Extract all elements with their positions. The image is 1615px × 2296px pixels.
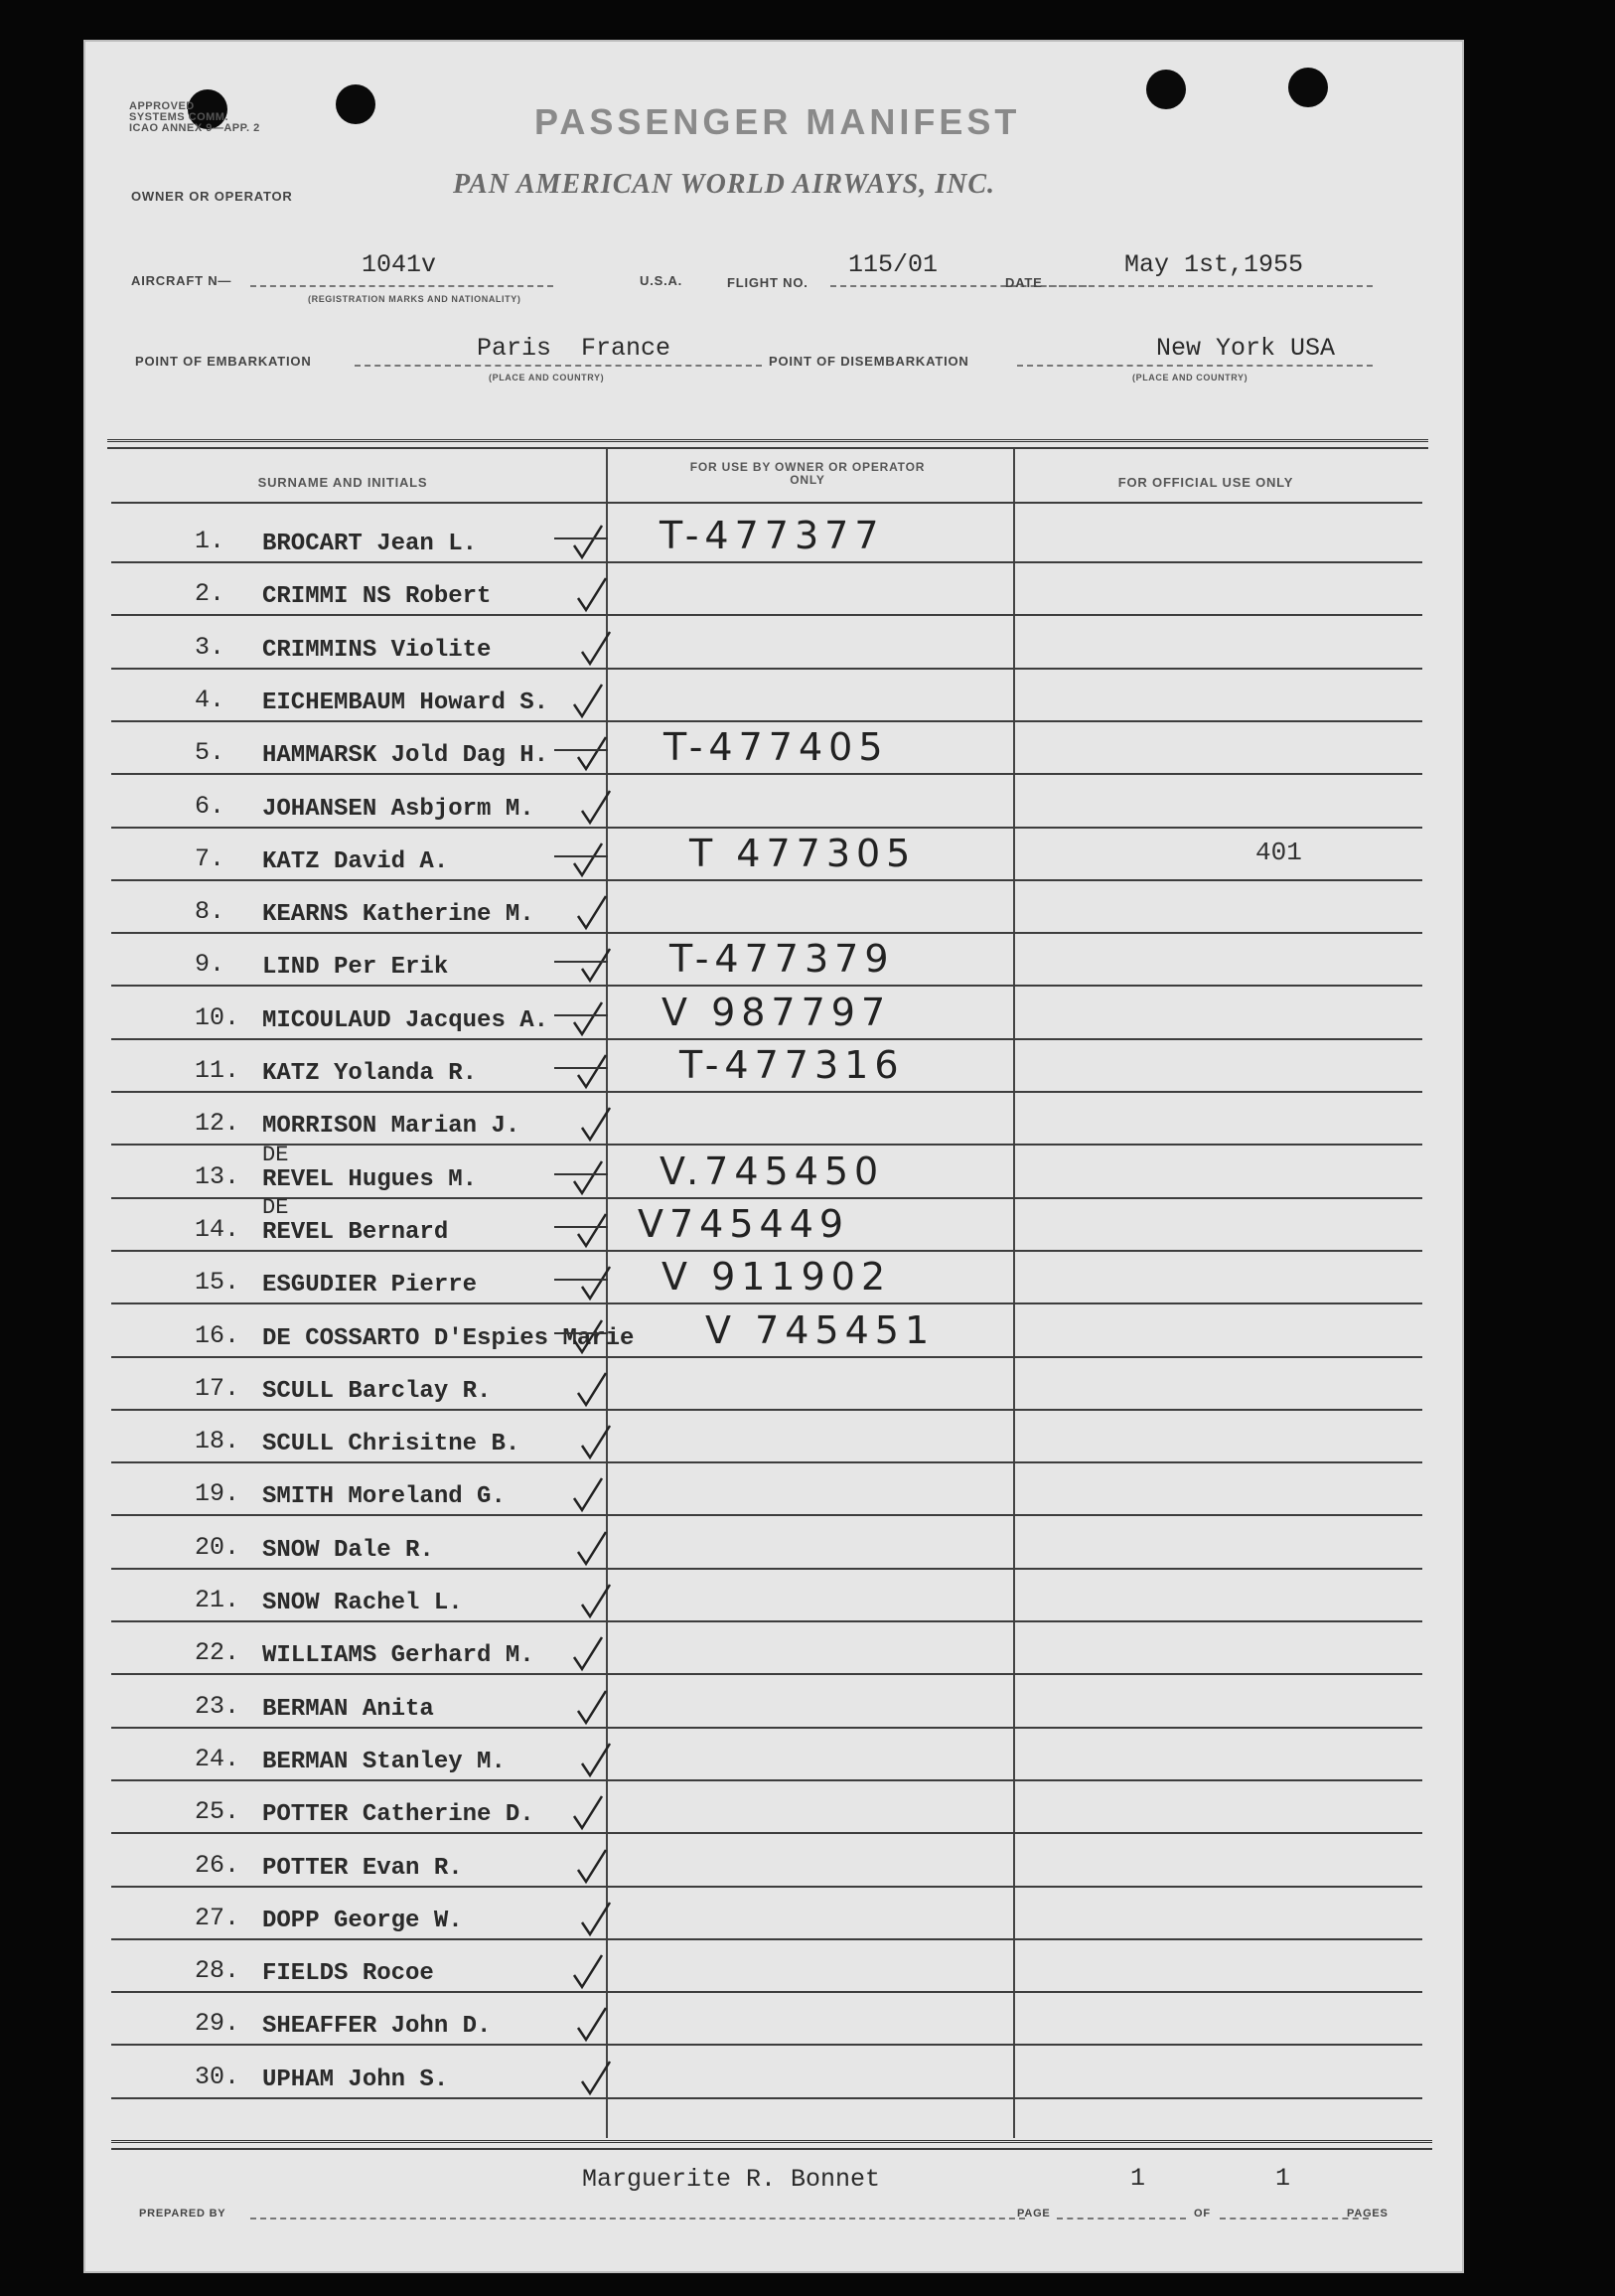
passenger-name: DOPP George W.: [262, 1907, 463, 1934]
check-mark-icon: [578, 1899, 612, 1938]
passenger-row: [195, 1730, 691, 1781]
passenger-row: [195, 1782, 691, 1834]
passenger-name: DE COSSARTO D'Espies Marie: [262, 1324, 635, 1352]
passenger-number: 1.: [195, 527, 225, 555]
check-mark-icon: [570, 1633, 604, 1673]
passenger-row: [195, 1889, 691, 1940]
passenger-number: 12.: [195, 1109, 240, 1139]
passenger-number: 2.: [195, 579, 225, 609]
check-mark-icon: [578, 1740, 612, 1779]
tick-dash: [554, 1014, 608, 1016]
embark-label: POINT OF EMBARKATION: [135, 354, 312, 369]
passenger-name: MORRISON Marian J.: [262, 1113, 520, 1141]
check-mark-icon: [574, 892, 608, 932]
header-owner-use: FOR USE BY OWNER OR OPERATOR ONLY: [689, 460, 926, 487]
passenger-row: [195, 1677, 691, 1729]
passenger-number: 17.: [195, 1373, 240, 1403]
passenger-number: 3.: [195, 632, 225, 662]
passenger-name: FIELDS Rocoe: [262, 1960, 434, 1988]
passenger-row: [195, 1464, 691, 1516]
name-prefix: DE: [262, 1194, 289, 1220]
form-approval: [129, 101, 260, 134]
row-rule: [111, 1356, 1422, 1358]
passenger-row: [195, 618, 691, 670]
passenger-name: JOHANSEN Asbjorm M.: [262, 795, 534, 823]
table-top-rule: [107, 439, 1428, 442]
pages-label: PAGES: [1347, 2208, 1389, 2219]
check-mark-icon: [574, 1528, 608, 1568]
passenger-row: [195, 1412, 691, 1463]
passport-number: V 745451: [705, 1307, 936, 1352]
row-rule: [111, 985, 1422, 987]
passport-number: V 911902: [661, 1255, 892, 1300]
tick-dash: [554, 749, 608, 751]
flight-value: 115/01: [848, 250, 939, 279]
row-rule: [111, 827, 1422, 829]
tick-dash: [554, 1067, 608, 1069]
passenger-name: BERMAN Anita: [262, 1695, 434, 1723]
passenger-number: 5.: [195, 738, 225, 768]
passenger-row: [195, 1623, 691, 1675]
passenger-number: 6.: [195, 791, 225, 821]
passenger-row: [195, 1041, 691, 1093]
passenger-number: 16.: [195, 1320, 240, 1350]
passenger-number: 10.: [195, 1002, 240, 1032]
table-bottom-rule: [111, 2140, 1432, 2143]
passenger-row: [195, 935, 691, 987]
date-label: DATE: [1005, 275, 1043, 290]
row-rule: [111, 1779, 1422, 1781]
row-rule: [111, 668, 1422, 670]
table-top-rule: [107, 447, 1428, 449]
row-rule: [111, 773, 1422, 775]
page-value: 1: [1130, 2164, 1146, 2193]
row-rule: [111, 1302, 1422, 1304]
passenger-name: KEARNS Katherine M.: [262, 901, 534, 929]
check-mark-icon: [570, 1951, 604, 1991]
passenger-name: BERMAN Stanley M.: [262, 1748, 506, 1775]
approval-line: SYSTEMS COMM.: [129, 111, 229, 123]
check-mark-icon: [578, 945, 612, 985]
check-mark-icon: [578, 1104, 612, 1144]
operator-name: PAN AMERICAN WORLD AIRWAYS, INC.: [453, 169, 996, 200]
passenger-row: [195, 989, 691, 1040]
manifest-title: PASSENGER MANIFEST: [534, 101, 1021, 142]
registration-note: (REGISTRATION MARKS AND NATIONALITY): [308, 294, 521, 304]
row-rule: [111, 1568, 1422, 1570]
passport-number: T-477379: [669, 937, 895, 982]
passport-number: T-477377: [660, 514, 885, 557]
passport-number: V.745450: [660, 1148, 885, 1193]
row-rule: [111, 932, 1422, 934]
passenger-row: [195, 1836, 691, 1888]
check-mark-icon: [578, 1263, 612, 1302]
passenger-name: CRIMMINS Violite: [262, 636, 492, 664]
check-mark-icon: [574, 574, 608, 614]
tick-dash: [554, 1173, 608, 1175]
passenger-row: [195, 512, 691, 563]
check-mark-icon: [578, 1581, 612, 1620]
check-mark-icon: [570, 1157, 604, 1197]
tick-dash: [554, 1332, 608, 1334]
check-mark-icon: [570, 840, 604, 879]
passenger-row: [195, 1142, 691, 1199]
tick-dash: [554, 537, 608, 539]
header-official-use: FOR OFFICIAL USE ONLY: [1117, 475, 1294, 490]
passenger-number: 27.: [195, 1903, 240, 1932]
passenger-number: 4.: [195, 685, 225, 714]
row-rule: [111, 1250, 1422, 1252]
passenger-row: [195, 777, 691, 829]
row-rule: [111, 1620, 1422, 1622]
passenger-number: 28.: [195, 1956, 240, 1986]
check-mark-icon: [570, 998, 604, 1038]
aircraft-value: 1041v: [362, 250, 437, 279]
passenger-number: 21.: [195, 1586, 240, 1614]
passenger-row: [195, 1306, 691, 1358]
tick-dash: [554, 1279, 608, 1281]
passenger-row: [195, 830, 691, 881]
embark-line: [355, 365, 762, 367]
passenger-number: 14.: [195, 1214, 240, 1244]
passenger-name: POTTER Catherine D.: [262, 1801, 534, 1829]
disembark-line: [1017, 365, 1373, 367]
prepared-line: [250, 2218, 1025, 2219]
punch-hole: [336, 84, 375, 124]
row-rule: [111, 1038, 1422, 1040]
passenger-number: 22.: [195, 1638, 240, 1668]
row-rule: [111, 1409, 1422, 1411]
passenger-name: KATZ David A.: [262, 847, 449, 875]
flight-label: FLIGHT NO.: [727, 275, 808, 290]
row-rule: [111, 2097, 1422, 2099]
passport-number: V745449: [638, 1201, 850, 1246]
approval-line: APPROVED: [129, 100, 195, 112]
check-mark-icon: [570, 681, 604, 720]
passenger-number: 7.: [195, 843, 225, 873]
date-value: May 1st,1955: [1124, 250, 1304, 279]
passenger-row: [195, 671, 691, 722]
passenger-row: [195, 1994, 691, 2046]
passport-number: T 477305: [689, 831, 917, 875]
passenger-name: SHEAFFER John D.: [262, 2013, 492, 2041]
check-mark-icon: [574, 2004, 608, 2044]
row-rule: [111, 1832, 1422, 1834]
passenger-name: POTTER Evan R.: [262, 1854, 463, 1882]
prepared-by-value: Marguerite R. Bonnet: [582, 2165, 881, 2194]
tick-dash: [554, 855, 608, 857]
passenger-name: MICOULAUD Jacques A.: [262, 1006, 549, 1034]
tick-dash: [554, 1226, 608, 1228]
check-mark-icon: [578, 1422, 612, 1461]
passenger-name: EICHEMBAUM Howard S.: [262, 689, 549, 716]
header-surname: SURNAME AND INITIALS: [257, 475, 428, 490]
passenger-name: SMITH Moreland G.: [262, 1483, 506, 1511]
row-rule: [111, 1197, 1422, 1199]
embark-value: Paris France: [477, 334, 671, 363]
row-rule: [111, 1886, 1422, 1888]
passenger-name: REVEL Bernard: [262, 1218, 449, 1246]
check-mark-icon: [570, 1474, 604, 1514]
passenger-number: 9.: [195, 950, 225, 980]
passenger-number: 30.: [195, 2062, 240, 2091]
table-bottom-rule: [111, 2148, 1432, 2150]
passenger-name: LIND Per Erik: [262, 954, 449, 982]
row-rule: [111, 1514, 1422, 1516]
passport-number: T-477405: [663, 725, 889, 770]
passenger-row: [195, 1941, 691, 1993]
of-label: OF: [1194, 2208, 1211, 2219]
disembark-note: (PLACE AND COUNTRY): [1132, 373, 1248, 383]
check-mark-icon: [570, 1792, 604, 1832]
punch-hole: [1288, 68, 1328, 107]
check-mark-icon: [570, 522, 604, 561]
passenger-name: SNOW Dale R.: [262, 1536, 434, 1564]
check-mark-icon: [574, 1846, 608, 1886]
passenger-row: [195, 564, 691, 616]
official-mark: 401: [1255, 837, 1302, 867]
passenger-number: 18.: [195, 1427, 240, 1456]
row-rule: [111, 1673, 1422, 1675]
passport-number: V 987797: [661, 990, 892, 1034]
row-rule: [111, 1727, 1422, 1729]
row-rule: [111, 1091, 1422, 1093]
passenger-row: [195, 1571, 691, 1622]
passenger-row: [195, 1194, 691, 1252]
passenger-name: SCULL Chrisitne B.: [262, 1431, 520, 1458]
passenger-number: 25.: [195, 1797, 240, 1827]
passenger-name: UPHAM John S.: [262, 2066, 449, 2093]
tick-dash: [554, 961, 608, 963]
passenger-name: SCULL Barclay R.: [262, 1377, 492, 1405]
disembark-value: New York USA: [1156, 334, 1336, 363]
passenger-name: WILLIAMS Gerhard M.: [262, 1642, 534, 1670]
row-rule: [111, 2044, 1422, 2046]
passenger-number: 19.: [195, 1479, 240, 1509]
embark-note: (PLACE AND COUNTRY): [489, 373, 605, 383]
pages-value: 1: [1275, 2164, 1291, 2193]
passenger-name: SNOW Rachel L.: [262, 1590, 463, 1616]
passenger-name: REVEL Hugues M.: [262, 1165, 478, 1193]
passenger-name: ESGUDIER Pierre: [262, 1272, 478, 1300]
passenger-number: 11.: [195, 1056, 240, 1085]
row-rule: [111, 1991, 1422, 1993]
check-mark-icon: [574, 1369, 608, 1409]
row-rule: [111, 1144, 1422, 1146]
passenger-name: CRIMMI NS Robert: [262, 583, 492, 611]
passenger-row: [195, 723, 691, 775]
passenger-name: HAMMARSK Jold Dag H.: [262, 742, 549, 770]
row-rule: [111, 720, 1422, 722]
passenger-number: 26.: [195, 1850, 240, 1880]
passenger-number: 29.: [195, 2009, 240, 2039]
aircraft-label: AIRCRAFT N—: [131, 273, 232, 288]
passenger-number: 24.: [195, 1744, 240, 1773]
row-rule: [111, 1938, 1422, 1940]
check-mark-icon: [570, 1316, 604, 1356]
row-rule: [111, 1461, 1422, 1463]
approval-line: ICAO ANNEX 9—APP. 2: [129, 122, 260, 134]
usa-label: U.S.A.: [640, 273, 683, 288]
page-line: [1057, 2218, 1186, 2219]
punch-hole: [1146, 70, 1186, 109]
prepared-by-label: PREPARED BY: [139, 2208, 226, 2219]
check-mark-icon: [574, 733, 608, 773]
disembark-label: POINT OF DISEMBARKATION: [769, 354, 969, 369]
header-rule: [111, 502, 1422, 504]
passenger-row: [195, 2048, 691, 2099]
check-mark-icon: [578, 787, 612, 827]
date-line: [1049, 285, 1373, 287]
check-mark-icon: [578, 2058, 612, 2097]
passenger-number: 13.: [195, 1161, 240, 1191]
passenger-number: 23.: [195, 1691, 240, 1721]
passenger-row: [195, 882, 691, 934]
passenger-row: [195, 1253, 691, 1304]
passenger-row: [195, 1518, 691, 1570]
page-label: PAGE: [1017, 2208, 1051, 2219]
row-rule: [111, 614, 1422, 616]
passenger-name: KATZ Yolanda R.: [262, 1060, 478, 1087]
aircraft-line: [250, 285, 553, 287]
passenger-row: [195, 1094, 691, 1146]
passport-number: T-477316: [679, 1043, 905, 1087]
check-mark-icon: [574, 1051, 608, 1091]
passenger-name: BROCART Jean L.: [262, 531, 478, 557]
manifest-sheet: [83, 40, 1464, 2273]
check-mark-icon: [574, 1210, 608, 1250]
passenger-row: [195, 1359, 691, 1411]
check-mark-icon: [578, 628, 612, 668]
owner-label: OWNER OR OPERATOR: [131, 189, 293, 204]
passenger-number: 20.: [195, 1532, 240, 1562]
passenger-number: 15.: [195, 1268, 240, 1298]
name-prefix: DE: [262, 1142, 289, 1167]
passenger-number: 8.: [195, 897, 225, 927]
row-rule: [111, 561, 1422, 563]
row-rule: [111, 879, 1422, 881]
check-mark-icon: [574, 1687, 608, 1727]
